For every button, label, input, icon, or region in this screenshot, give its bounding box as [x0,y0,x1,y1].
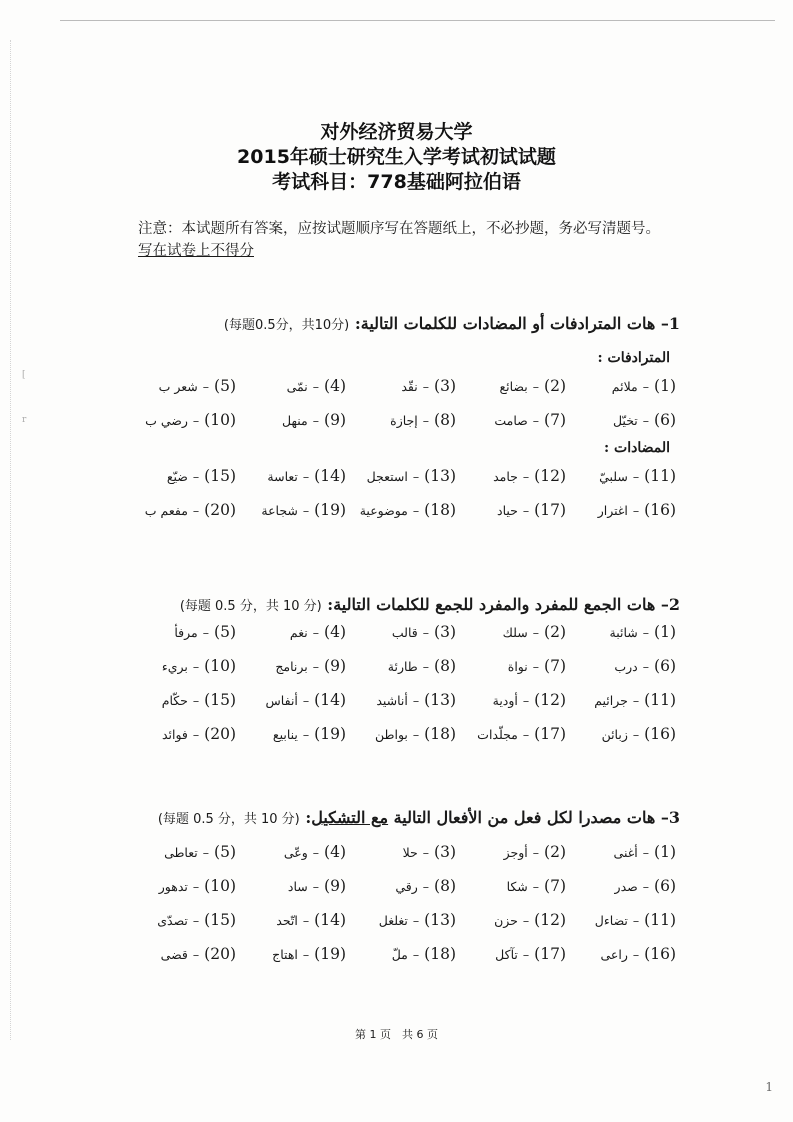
item-word: اغترار [597,503,628,518]
item-number: (4) [324,843,346,861]
exercise-item [570,877,680,895]
item-word: أوجز [503,845,528,860]
item-dash: – [522,913,530,928]
exercise-item [570,843,680,861]
exercise-item [240,725,350,743]
item-word: إجازة [390,413,418,428]
item-dash: – [412,469,420,484]
item-number: (19) [314,725,346,743]
exercise-item [130,657,240,675]
item-number: (20) [204,725,236,743]
question-title-emphasis: مع التشكيل [311,808,389,827]
item-number: (3) [434,623,456,641]
item-number: (2) [544,843,566,861]
exercise-item [350,411,460,429]
item-dash: – [522,727,530,742]
item-dash: – [522,693,530,708]
item-dash: – [532,413,539,428]
margin-mark: [ [22,370,26,380]
item-word: حلا [402,845,418,860]
page-footer: 第 1 页 共 6 页 [355,1028,438,1041]
exercise-item [240,657,350,675]
item-number: (10) [204,877,236,895]
exercise-item [240,377,350,395]
item-number: (17) [534,945,566,963]
item-word: نمّى [286,379,308,394]
item-word: ملّ [391,947,408,962]
item-number: (15) [204,467,236,485]
item-number: (14) [314,911,346,929]
item-dash: – [532,625,539,640]
exercise-item [460,623,570,641]
item-number: (20) [204,501,236,519]
exercise-item [130,945,240,963]
item-word: مرفأ [174,625,198,640]
question-title [130,807,680,831]
antonyms-label: المضادات : [603,440,670,456]
item-number: (1) [654,377,676,395]
antonyms-list [130,459,680,527]
item-row [130,459,680,493]
item-dash: – [192,913,200,928]
exercise-item [350,377,460,395]
exercise-item [350,725,460,743]
item-row [130,903,680,937]
item-word: بواطن [375,727,408,742]
exercise-item [460,657,570,675]
item-word: اهتاج [272,947,298,962]
item-number: (1) [654,623,676,641]
exercise-item [130,843,240,861]
item-word: موضوعية [359,503,408,518]
exercise-item [240,945,350,963]
item-word: تدهور [158,879,188,894]
exercise-item [350,911,460,929]
item-word: تآكل [495,947,518,962]
exercise-item [350,467,460,485]
exercise-item [570,911,680,929]
item-number: (18) [424,945,456,963]
item-dash: – [302,947,310,962]
item-dash: – [302,693,310,708]
item-dash: – [312,845,319,860]
item-number: (13) [424,691,456,709]
item-number: (4) [324,377,346,395]
item-word: تغلغل [378,913,408,928]
exercise-item [460,467,570,485]
exercise-item [350,623,460,641]
item-dash: – [192,659,200,674]
item-dash: – [632,913,640,928]
question-title-colon: : [305,808,312,827]
exam-title: 2015年硕士研究生入学考试初试试题 [237,146,556,168]
exercise-item [460,411,570,429]
item-dash: – [312,379,319,394]
item-number: (11) [644,467,676,485]
item-dash: – [302,913,310,928]
exercise-item [570,945,680,963]
item-word: مفعم ب [144,503,188,518]
item-word: أودية [492,693,518,708]
item-word: ضيّع [166,469,188,484]
item-number: (9) [324,657,346,675]
item-dash: – [192,693,200,708]
item-word: صامت [494,413,528,428]
item-word: تصدّى [157,913,188,928]
exercise-item [240,467,350,485]
item-dash: – [422,379,429,394]
item-number: (15) [204,691,236,709]
item-dash: – [632,503,640,518]
item-number: (15) [204,911,236,929]
item-row [130,717,680,751]
item-word: حزن [494,913,518,928]
exercise-item [460,911,570,929]
exercise-item [570,691,680,709]
item-word: بضائع [499,379,528,394]
item-dash: – [302,503,310,518]
item-number: (7) [544,411,566,429]
item-number: (18) [424,725,456,743]
margin-mark: r [22,415,27,425]
item-dash: – [192,727,200,742]
item-dash: – [312,625,319,640]
question-3 [130,807,680,971]
item-number: (14) [314,691,346,709]
item-word: راعى [600,947,628,962]
item-number: (16) [644,501,676,519]
item-word: صدر [614,879,638,894]
item-word: قضى [160,947,188,962]
item-word: أناشيد [376,693,408,708]
notice-warning: 写在试卷上不得分 [138,243,254,259]
item-row [130,683,680,717]
exercise-item [460,377,570,395]
item-number: (3) [434,843,456,861]
item-number: (12) [534,467,566,485]
item-number: (2) [544,623,566,641]
item-dash: – [532,845,539,860]
item-word: جرائيم [594,693,628,708]
exercise-item [570,725,680,743]
item-word: وعّى [283,845,308,860]
exercise-item [240,501,350,519]
item-dash: – [522,503,530,518]
item-number: (9) [324,877,346,895]
exercise-item [350,501,460,519]
question-1 [130,313,680,527]
item-number: (19) [314,501,346,519]
item-dash: – [532,879,539,894]
exercise-item [570,411,680,429]
item-word: تضاءل [594,913,628,928]
exercise-item [460,691,570,709]
exercise-item [130,691,240,709]
item-number: (8) [434,877,456,895]
item-number: (5) [214,623,236,641]
item-dash: – [422,659,429,674]
item-number: (13) [424,911,456,929]
item-word: فوائد [161,727,188,742]
exercise-item [130,467,240,485]
item-dash: – [632,727,640,742]
exercise-item [350,691,460,709]
item-dash: – [532,659,539,674]
page-corner-number: 1 [765,1080,773,1094]
item-row [130,869,680,903]
notice-line: 注意：本试题所有答案，应按试题顺序写在答题纸上，不必抄题，务必写清题号。 [138,221,660,237]
item-word: تخيّل [612,413,638,428]
item-word: أنفاس [265,693,298,708]
item-number: (6) [654,411,676,429]
item-word: رقي [395,879,418,894]
item-number: (20) [204,945,236,963]
item-word: منهل [282,413,308,428]
item-word: شعر ب [158,379,198,394]
item-dash: – [422,413,429,428]
exercise-item [460,877,570,895]
exercise-item [570,467,680,485]
item-word: رضي ب [145,413,188,428]
item-number: (17) [534,501,566,519]
scan-edge-top [60,20,775,21]
item-number: (19) [314,945,346,963]
question-2 [130,594,680,751]
item-number: (16) [644,945,676,963]
exercise-item [130,501,240,519]
exercise-item [350,945,460,963]
exercise-item [350,843,460,861]
item-dash: – [632,469,640,484]
item-row [130,937,680,971]
item-dash: – [312,879,319,894]
item-number: (7) [544,657,566,675]
item-number: (7) [544,877,566,895]
question-points: (每题0.5分，共10分) [223,318,350,333]
item-number: (8) [434,657,456,675]
question-title-text: 1– هات المترادفات أو المضادات للكلمات التالية: [354,314,680,333]
item-word: حكّام [161,693,188,708]
item-number: (14) [314,467,346,485]
item-number: (6) [654,877,676,895]
synonyms-label: المترادفات : [597,350,670,366]
item-number: (1) [654,843,676,861]
plural-singular-list [130,615,680,751]
exam-header [0,120,793,195]
item-dash: – [632,693,640,708]
exercise-item [460,945,570,963]
exercise-item [130,411,240,429]
exercise-item [570,657,680,675]
item-row [130,649,680,683]
item-row [130,835,680,869]
item-dash: – [412,503,420,518]
item-dash: – [532,379,539,394]
item-word: استعجل [366,469,408,484]
item-number: (10) [204,657,236,675]
item-number: (13) [424,467,456,485]
item-number: (4) [324,623,346,641]
item-row [130,615,680,649]
item-number: (5) [214,843,236,861]
item-word: زبائن [601,727,628,742]
item-dash: – [202,379,209,394]
exercise-item [240,843,350,861]
item-word: درب [614,659,638,674]
synonyms-list [130,369,680,437]
item-word: شكا [506,879,528,894]
question-title-text: 3– هات مصدرا لكل فعل من الأفعال التالية [393,808,680,827]
item-number: (12) [534,911,566,929]
item-row [130,493,680,527]
exercise-item [350,877,460,895]
item-number: (11) [644,911,676,929]
item-dash: – [642,845,649,860]
question-points: (每题 0.5 分，共 10 分) [179,599,322,614]
item-word: سلك [502,625,528,640]
item-word: ساد [287,879,308,894]
item-number: (16) [644,725,676,743]
item-dash: – [522,469,530,484]
exercise-item [130,725,240,743]
item-word: جامد [493,469,518,484]
item-number: (18) [424,501,456,519]
exercise-item [130,911,240,929]
item-dash: – [642,379,649,394]
item-dash: – [312,413,319,428]
exercise-item [570,501,680,519]
item-dash: – [412,693,420,708]
item-number: (12) [534,691,566,709]
item-word: برنامج [275,659,308,674]
item-dash: – [642,659,649,674]
item-word: شجاعة [261,503,298,518]
exam-subject: 考试科目：778基础阿拉伯语 [272,171,521,193]
item-number: (17) [534,725,566,743]
exercise-item [240,877,350,895]
exercise-item [130,377,240,395]
item-dash: – [422,879,429,894]
item-word: بريء [161,659,188,674]
item-number: (3) [434,377,456,395]
item-word: قالب [391,625,418,640]
item-word: أغنى [613,845,638,860]
exercise-item [570,623,680,641]
item-dash: – [522,947,530,962]
item-word: شائبة [609,625,638,640]
item-word: نغم [289,625,308,640]
item-dash: – [302,469,310,484]
item-dash: – [642,879,649,894]
exercise-item [240,623,350,641]
item-word: تعاطى [164,845,198,860]
item-row [130,403,680,437]
item-dash: – [412,947,420,962]
item-number: (11) [644,691,676,709]
verbal-noun-list [130,835,680,971]
item-number: (2) [544,377,566,395]
item-dash: – [422,845,429,860]
item-word: ملائم [611,379,638,394]
exercise-item [460,501,570,519]
exercise-item [130,623,240,641]
exam-notice [138,218,678,262]
exercise-item [460,725,570,743]
item-word: نواة [507,659,528,674]
item-dash: – [192,413,200,428]
item-word: اتّحد [276,913,298,928]
question-title-text: 2– هات الجمع للمفرد والمفرد للجمع للكلمات التالية: [327,595,680,614]
item-dash: – [642,625,649,640]
item-dash: – [192,947,200,962]
exercise-item [240,911,350,929]
exercise-item [240,691,350,709]
question-title [130,313,680,337]
question-points: (每题 0.5 分，共 10 分) [157,812,300,827]
item-number: (10) [204,411,236,429]
item-dash: – [422,625,429,640]
university-name: 对外经济贸易大学 [320,121,473,143]
item-dash: – [412,727,420,742]
exercise-item [460,843,570,861]
item-dash: – [202,845,209,860]
item-word: طارئة [387,659,418,674]
item-word: تعاسة [267,469,298,484]
item-dash: – [192,469,200,484]
item-dash: – [302,727,310,742]
item-word: حياد [497,503,518,518]
item-dash: – [202,625,209,640]
item-number: (8) [434,411,456,429]
item-dash: – [192,503,200,518]
item-dash: – [312,659,319,674]
exercise-item [130,877,240,895]
item-number: (6) [654,657,676,675]
question-title [130,594,680,618]
exercise-item [350,657,460,675]
item-number: (9) [324,411,346,429]
item-word: نقّد [401,379,418,394]
item-dash: – [192,879,200,894]
item-word: سلبيّ [599,469,628,484]
exercise-item [570,377,680,395]
item-dash: – [412,913,420,928]
item-dash: – [642,413,649,428]
item-word: ينابيع [272,727,298,742]
exercise-item [240,411,350,429]
item-number: (5) [214,377,236,395]
item-word: مجلّدات [477,727,518,742]
item-dash: – [632,947,640,962]
item-row [130,369,680,403]
